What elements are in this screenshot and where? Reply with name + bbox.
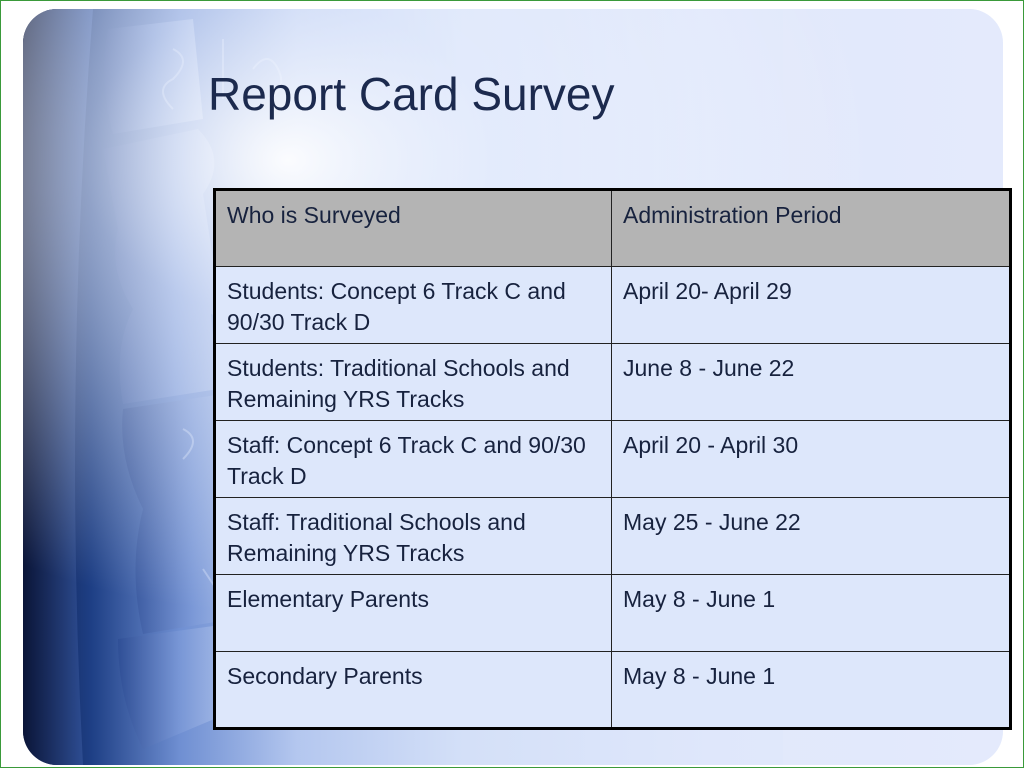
table-row	[215, 421, 1011, 498]
survey-schedule-table	[213, 188, 1012, 730]
cell-who: Students: Concept 6 Track C and 90/30 Track D	[215, 267, 612, 344]
cell-period: May 25 - June 22	[612, 498, 1011, 575]
cell-who: Elementary Parents	[215, 575, 612, 652]
table-row	[215, 498, 1011, 575]
slide-title: Report Card Survey	[208, 68, 615, 120]
table-header-row	[215, 190, 1011, 267]
header-administration-period: Administration Period	[612, 190, 1011, 267]
table-row	[215, 652, 1011, 729]
cell-who: Students: Traditional Schools and Remaining YRS Tracks	[215, 344, 612, 421]
header-who-is-surveyed: Who is Surveyed	[215, 190, 612, 267]
cell-who: Staff: Concept 6 Track C and 90/30 Track D	[215, 421, 612, 498]
cell-period: May 8 - June 1	[612, 652, 1011, 729]
cell-period: May 8 - June 1	[612, 575, 1011, 652]
table-row	[215, 267, 1011, 344]
cell-who: Staff: Traditional Schools and Remaining YRS Tracks	[215, 498, 612, 575]
table-row	[215, 575, 1011, 652]
cell-period: April 20 - April 30	[612, 421, 1011, 498]
table-row	[215, 344, 1011, 421]
cell-who: Secondary Parents	[215, 652, 612, 729]
cell-period: April 20- April 29	[612, 267, 1011, 344]
cell-period: June 8 - June 22	[612, 344, 1011, 421]
